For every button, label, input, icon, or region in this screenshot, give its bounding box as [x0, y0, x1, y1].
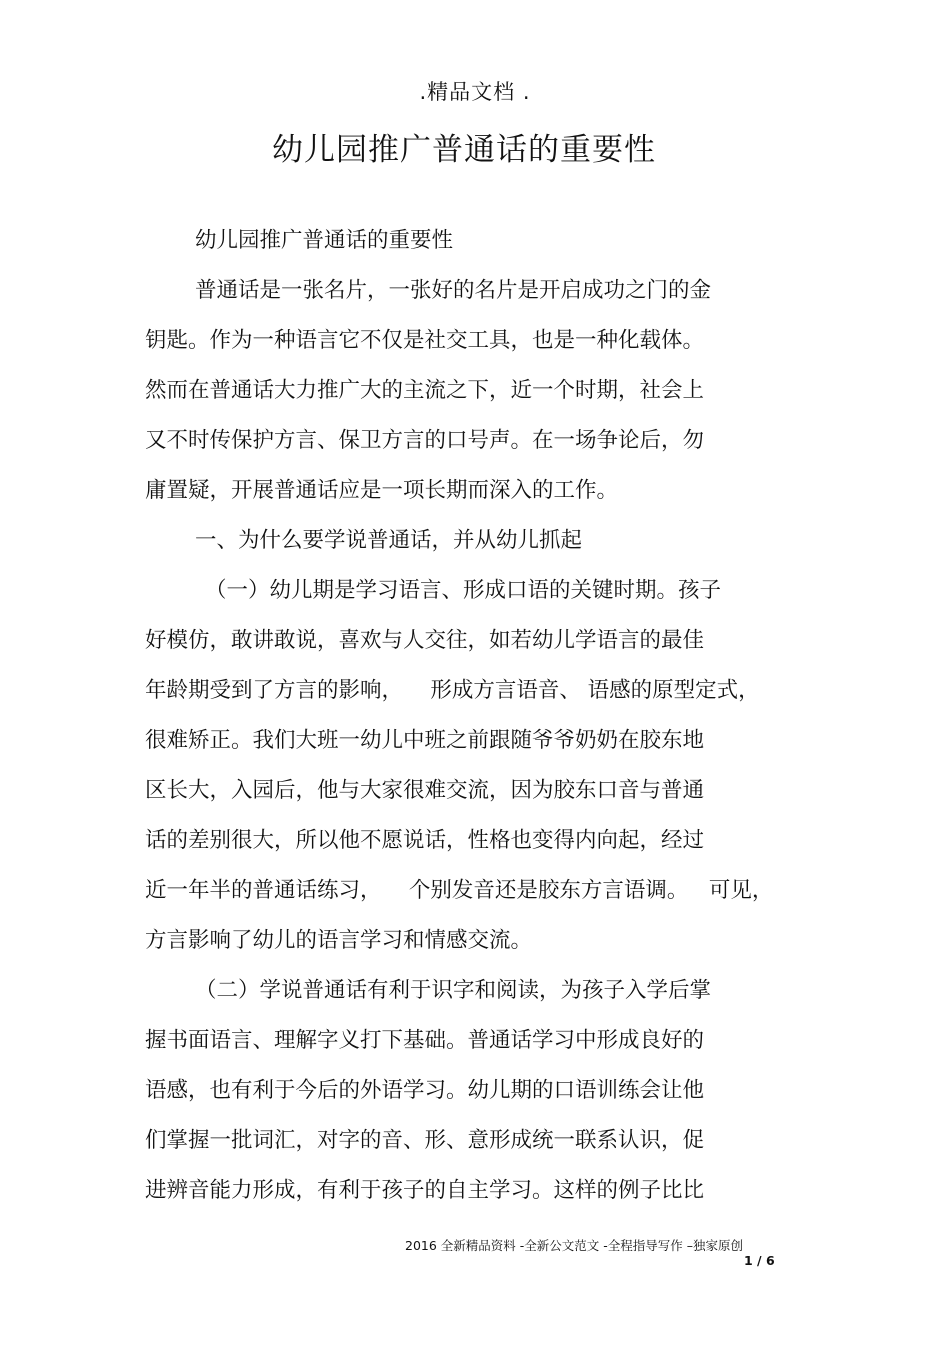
paragraph-line: 区长大，入园后，他与大家很难交流，因为胶东口音与普通: [145, 778, 705, 803]
paragraph-line: 幼儿园推广普通话的重要性: [195, 228, 454, 253]
paragraph-line: 近一年半的普通话练习， 个别发音还是胶东方言语调。 可见，: [145, 878, 774, 903]
paragraph-line: 进辨音能力形成，有利于孩子的自主学习。这样的例子比比: [145, 1178, 705, 1203]
header-label: .精品文档 .: [419, 80, 531, 104]
paragraph-line: 好模仿，敢讲敢说，喜欢与人交往，如若幼儿学语言的最佳: [145, 628, 705, 653]
paragraph-line: 普通话是一张名片，一张好的名片是开启成功之门的金: [195, 278, 712, 303]
paragraph-line: 话的差别很大，所以他不愿说话，性格也变得内向起，经过: [145, 828, 705, 853]
paragraph-line: 方言影响了幼儿的语言学习和情感交流。: [145, 928, 533, 953]
paragraph-line: 庸置疑，开展普通话应是一项长期而深入的工作。: [145, 478, 619, 503]
paragraph-line: 语感，也有利于今后的外语学习。幼儿期的口语训练会让他: [145, 1078, 705, 1103]
paragraph-line: 握书面语言、理解字义打下基础。普通话学习中形成良好的: [145, 1028, 705, 1053]
paragraph-line: （一）幼儿期是学习语言、形成口语的关键时期。孩子: [205, 578, 722, 603]
page-number: 1 / 6: [744, 1253, 775, 1268]
paragraph-line: 们掌握一批词汇，对字的音、形、意形成统一联系认识，促: [145, 1128, 705, 1153]
paragraph-line: 然而在普通话大力推广大的主流之下，近一个时期，社会上: [145, 378, 705, 403]
paragraph-line: 很难矫正。我们大班一幼儿中班之前跟随爷爷奶奶在胶东地: [145, 728, 705, 753]
paragraph-line: （二）学说普通话有利于识字和阅读，为孩子入学后掌: [195, 978, 712, 1003]
paragraph-line: 年龄期受到了方言的影响， 形成方言语音、 语感的原型定式，: [145, 678, 760, 703]
paragraph-line: 又不时传保护方言、保卫方言的口号声。在一场争论后，勿: [145, 428, 705, 453]
section-heading: 一、为什么要学说普通话，并从幼儿抓起: [195, 528, 583, 553]
document-title: 幼儿园推广普通话的重要性: [272, 132, 656, 168]
paragraph-line: 钥匙。作为一种语言它不仅是社交工具，也是一种化载体。: [145, 328, 705, 353]
footer-text: 2016 全新精品资料 -全新公文范文 -全程指导写作 –独家原创: [405, 1238, 743, 1253]
